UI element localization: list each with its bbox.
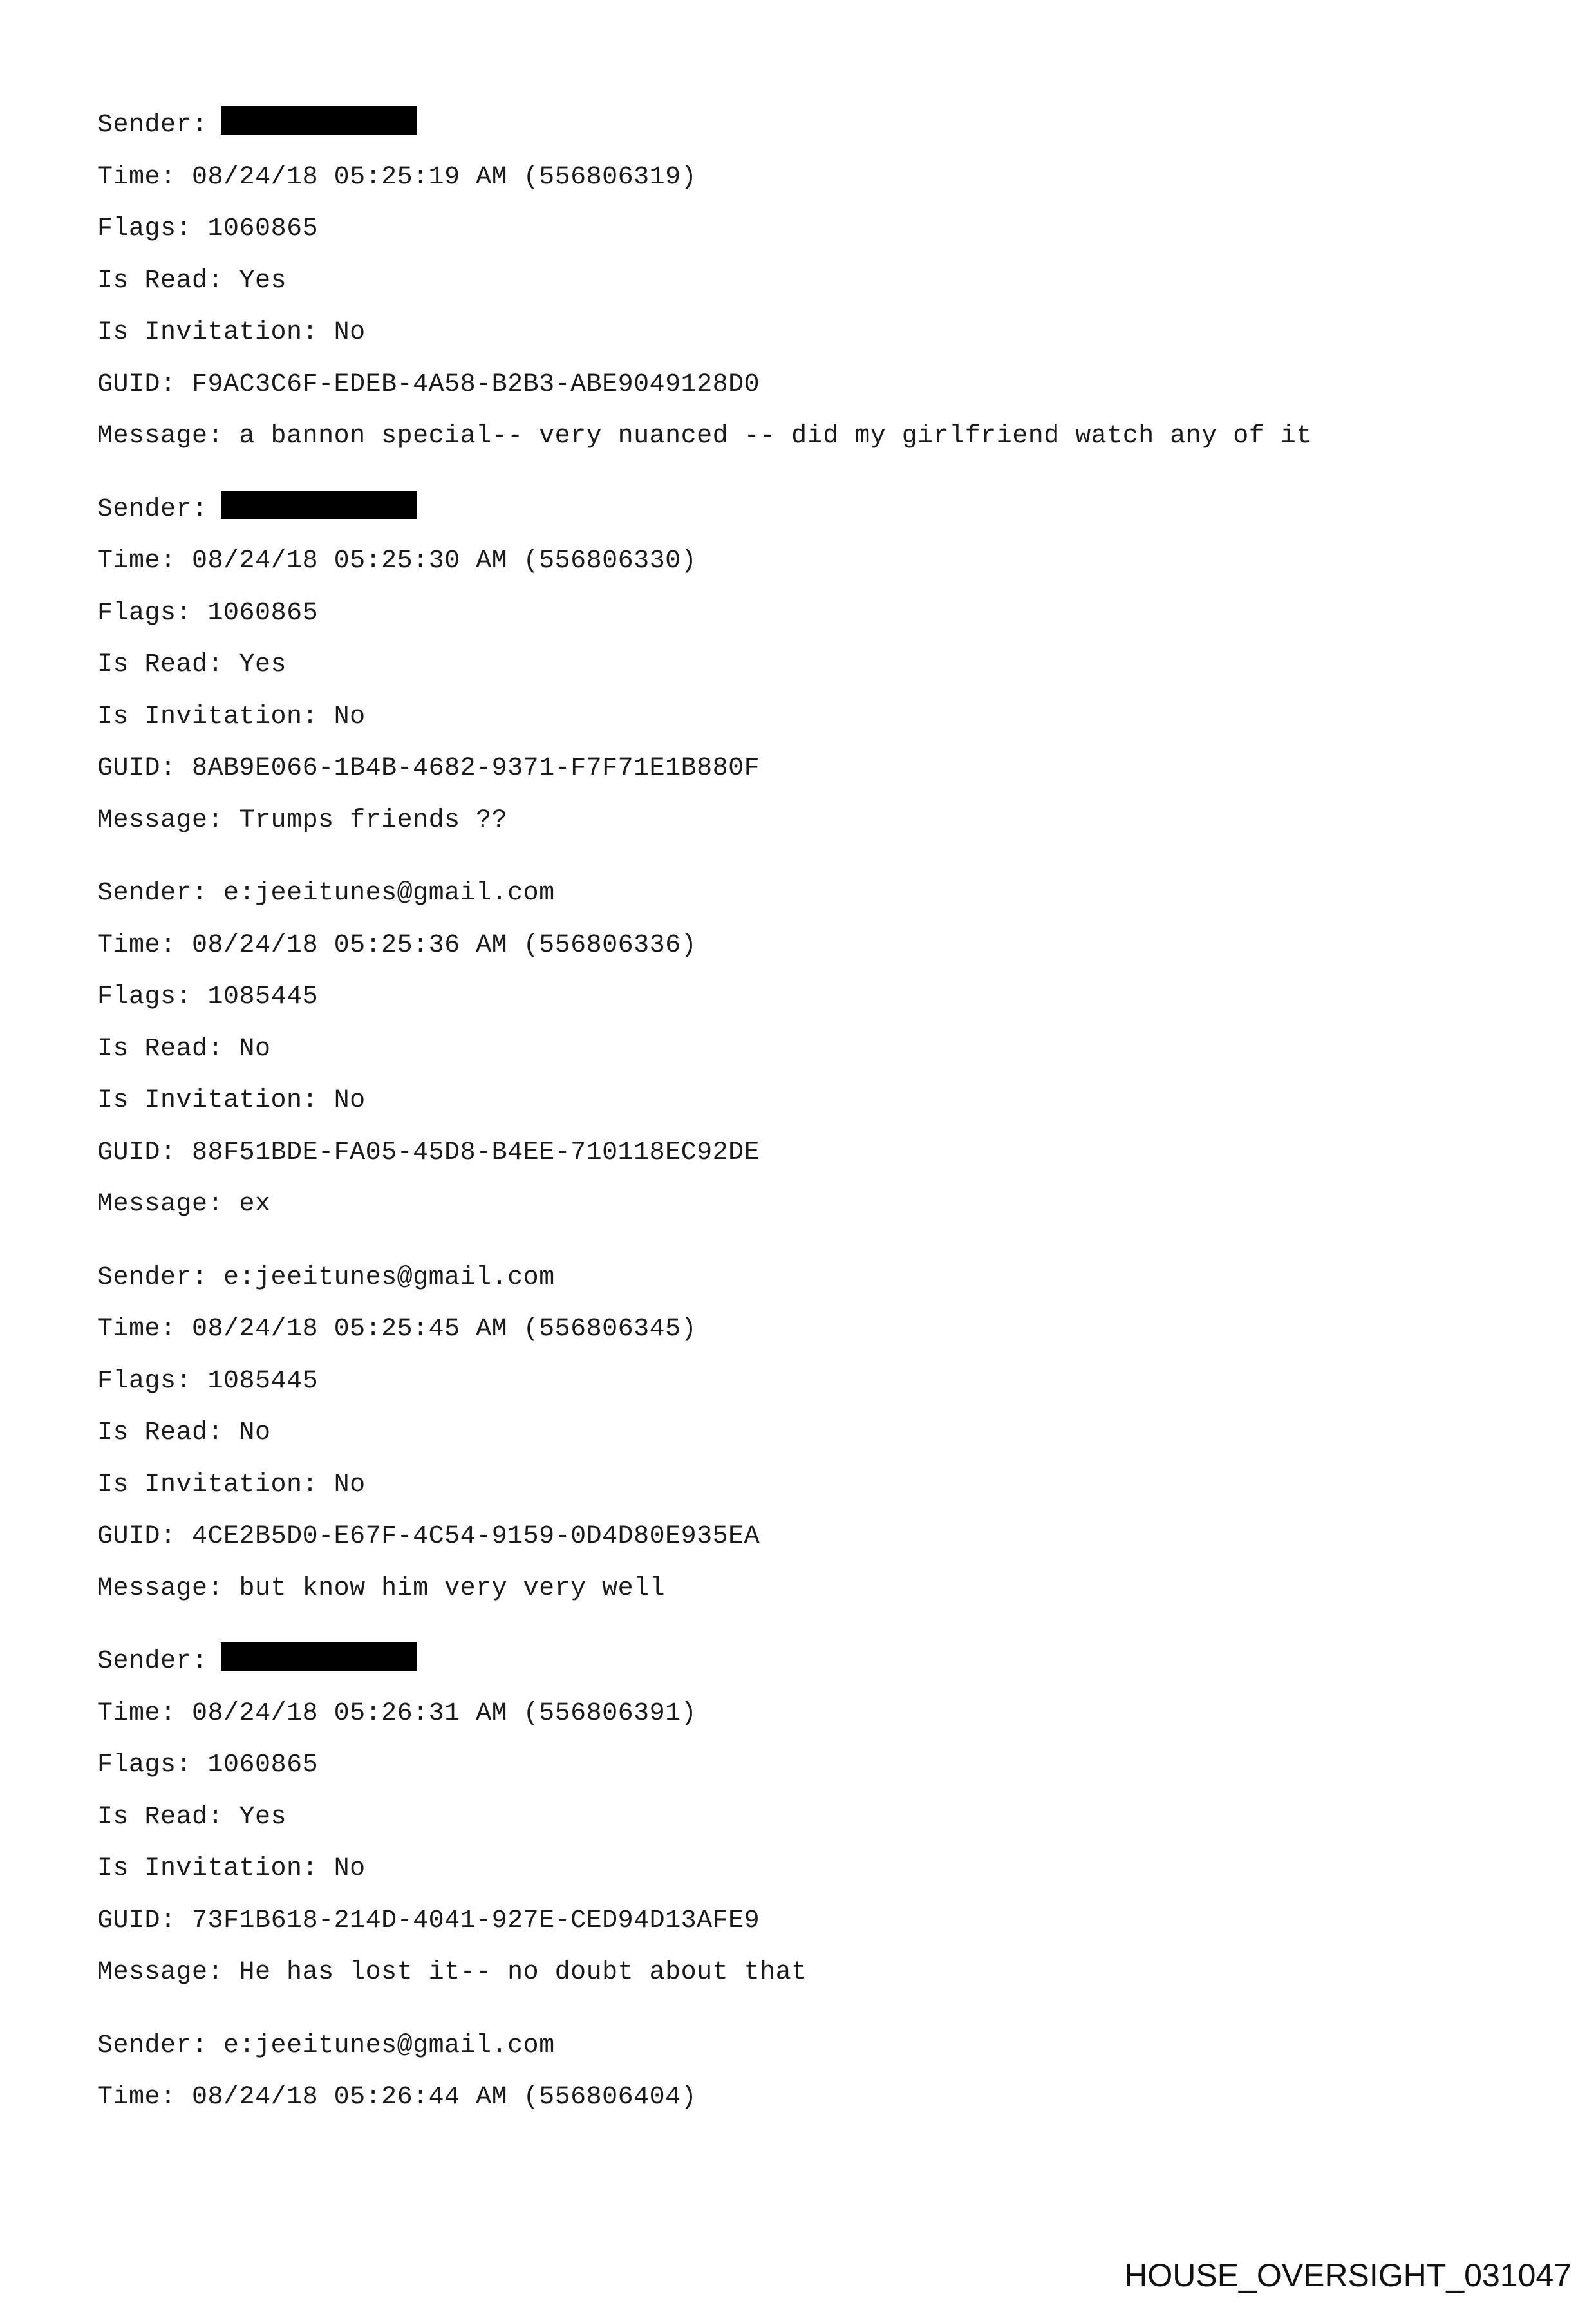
guid-value: F9AC3C6F-EDEB-4A58-B2B3-ABE9049128D0 <box>192 370 760 399</box>
message-value: He has lost it-- no doubt about that <box>239 1958 807 1987</box>
time-line <box>97 536 1514 588</box>
message-label: Message: <box>97 1574 224 1603</box>
guid-label: GUID: <box>97 1522 176 1551</box>
is-read-value: Yes <box>239 266 287 296</box>
redaction-box <box>221 1642 417 1671</box>
message-line <box>97 1563 1514 1615</box>
time-label: Time: <box>97 1698 176 1728</box>
is-invitation-label: Is Invitation: <box>97 702 319 731</box>
guid-line <box>97 1127 1514 1180</box>
record-spacer <box>97 463 1514 484</box>
record-spacer <box>97 1231 1514 1252</box>
message-records <box>97 100 1514 2124</box>
bates-number: HOUSE_OVERSIGHT_031047 <box>1124 2257 1572 2293</box>
is-invitation-line <box>97 1460 1514 1512</box>
sender-line <box>97 484 1514 536</box>
is-read-line <box>97 256 1514 308</box>
time-value: 08/24/18 05:25:45 AM (556806345) <box>192 1315 697 1344</box>
flags-label: Flags: <box>97 598 192 628</box>
is-read-value: No <box>239 1418 271 1447</box>
is-invitation-value: No <box>333 1470 366 1499</box>
flags-label: Flags: <box>97 982 192 1011</box>
is-invitation-line <box>97 691 1514 744</box>
flags-value: 1060865 <box>207 214 319 243</box>
guid-value: 73F1B618-214D-4041-927E-CED94D13AFE9 <box>192 1906 760 1935</box>
message-record <box>97 484 1514 869</box>
is-read-line <box>97 1407 1514 1460</box>
message-label: Message: <box>97 1190 224 1219</box>
sender-label: Sender: <box>97 1263 208 1292</box>
sender-label: Sender: <box>97 1647 208 1676</box>
is-read-label: Is Read: <box>97 1034 224 1064</box>
flags-line <box>97 1356 1514 1408</box>
is-read-label: Is Read: <box>97 650 224 679</box>
guid-label: GUID: <box>97 754 176 783</box>
time-value: 08/24/18 05:25:30 AM (556806330) <box>192 547 697 576</box>
sender-line <box>97 868 1514 920</box>
flags-line <box>97 1740 1514 1792</box>
is-read-line <box>97 639 1514 691</box>
sender-value: e:jeeitunes@gmail.com <box>223 879 555 908</box>
time-line <box>97 1304 1514 1356</box>
sender-line <box>97 2020 1514 2073</box>
is-read-line <box>97 1024 1514 1076</box>
flags-value: 1085445 <box>207 982 319 1011</box>
sender-label: Sender: <box>97 2031 208 2060</box>
flags-label: Flags: <box>97 214 192 243</box>
time-value: 08/24/18 05:25:36 AM (556806336) <box>192 930 697 960</box>
is-invitation-label: Is Invitation: <box>97 1854 319 1883</box>
time-value: 08/24/18 05:25:19 AM (556806319) <box>192 162 697 192</box>
time-label: Time: <box>97 162 176 192</box>
flags-value: 1060865 <box>207 1751 319 1780</box>
guid-value: 8AB9E066-1B4B-4682-9371-F7F71E1B880F <box>192 754 760 783</box>
is-invitation-value: No <box>333 1086 366 1115</box>
sender-label: Sender: <box>97 494 208 524</box>
is-invitation-value: No <box>333 318 366 347</box>
guid-label: GUID: <box>97 370 176 399</box>
flags-value: 1060865 <box>207 598 319 628</box>
flags-line <box>97 203 1514 256</box>
time-value: 08/24/18 05:26:31 AM (556806391) <box>192 1698 697 1728</box>
redaction-box <box>221 491 417 519</box>
sender-label: Sender: <box>97 879 208 908</box>
guid-label: GUID: <box>97 1138 176 1167</box>
guid-line <box>97 1511 1514 1563</box>
message-record <box>97 100 1514 484</box>
time-line <box>97 152 1514 204</box>
flags-label: Flags: <box>97 1751 192 1780</box>
message-record <box>97 1252 1514 1637</box>
time-line <box>97 1688 1514 1740</box>
time-label: Time: <box>97 930 176 960</box>
message-label: Message: <box>97 1958 224 1987</box>
is-invitation-value: No <box>333 702 366 731</box>
is-invitation-label: Is Invitation: <box>97 1470 319 1499</box>
guid-line <box>97 359 1514 411</box>
time-value: 08/24/18 05:26:44 AM (556806404) <box>192 2083 697 2112</box>
message-value: Trumps friends ?? <box>239 805 508 835</box>
is-invitation-line <box>97 307 1514 359</box>
flags-line <box>97 588 1514 640</box>
message-line <box>97 411 1514 463</box>
message-value: ex <box>239 1190 271 1219</box>
message-line <box>97 1947 1514 1999</box>
message-line <box>97 795 1514 847</box>
message-label: Message: <box>97 805 224 835</box>
message-record <box>97 868 1514 1252</box>
is-invitation-label: Is Invitation: <box>97 318 319 347</box>
is-invitation-line <box>97 1843 1514 1895</box>
sender-line <box>97 1252 1514 1304</box>
time-line <box>97 920 1514 972</box>
is-invitation-line <box>97 1075 1514 1127</box>
message-label: Message: <box>97 422 224 451</box>
record-spacer <box>97 847 1514 868</box>
record-spacer <box>97 1999 1514 2020</box>
message-value: but know him very very well <box>239 1574 666 1603</box>
message-record <box>97 1636 1514 2020</box>
flags-value: 1085445 <box>207 1366 319 1396</box>
flags-line <box>97 972 1514 1024</box>
is-read-label: Is Read: <box>97 1802 224 1832</box>
is-invitation-value: No <box>333 1854 366 1883</box>
sender-label: Sender: <box>97 111 208 140</box>
sender-line <box>97 100 1514 152</box>
is-read-value: Yes <box>239 650 287 679</box>
message-line <box>97 1179 1514 1231</box>
is-read-label: Is Read: <box>97 266 224 296</box>
guid-value: 4CE2B5D0-E67F-4C54-9159-0D4D80E935EA <box>192 1522 760 1551</box>
is-read-line <box>97 1792 1514 1844</box>
redaction-box <box>221 106 417 135</box>
time-label: Time: <box>97 547 176 576</box>
guid-label: GUID: <box>97 1906 176 1935</box>
time-line <box>97 2072 1514 2124</box>
is-read-value: No <box>239 1034 271 1064</box>
is-read-value: Yes <box>239 1802 287 1832</box>
time-label: Time: <box>97 2083 176 2112</box>
time-label: Time: <box>97 1315 176 1344</box>
sender-value: e:jeeitunes@gmail.com <box>223 2031 555 2060</box>
guid-value: 88F51BDE-FA05-45D8-B4EE-710118EC92DE <box>192 1138 760 1167</box>
is-invitation-label: Is Invitation: <box>97 1086 319 1115</box>
message-record <box>97 2020 1514 2124</box>
is-read-label: Is Read: <box>97 1418 224 1447</box>
guid-line <box>97 743 1514 795</box>
flags-label: Flags: <box>97 1366 192 1396</box>
sender-line <box>97 1636 1514 1688</box>
message-value: a bannon special-- very nuanced -- did my girlfriend watch any of it <box>239 422 1312 451</box>
record-spacer <box>97 1615 1514 1636</box>
sender-value: e:jeeitunes@gmail.com <box>223 1263 555 1292</box>
guid-line <box>97 1895 1514 1948</box>
